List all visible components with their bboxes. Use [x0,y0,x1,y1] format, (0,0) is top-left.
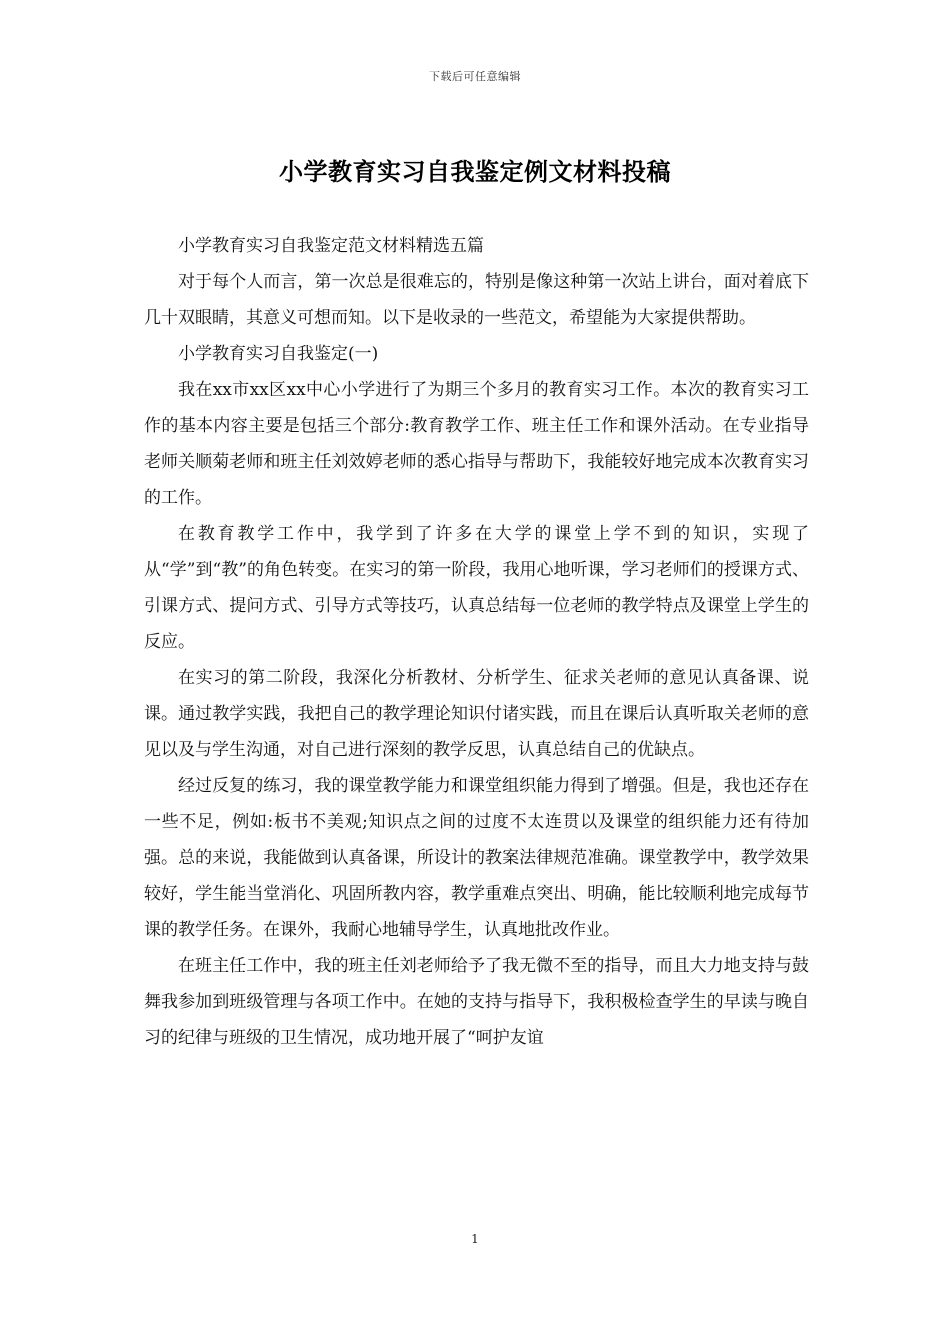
section-heading: 小学教育实习自我鉴定(一) [178,344,379,364]
body-paragraph: 在班主任工作中，我的班主任刘老师给予了我无微不至的指导，而且大力地支持与鼓舞我参加到班级管理与各项工作中。在她的支持与指导下，我积极检查学生的早读与晚自习的纪律与班级的卫生情况，成功地开展了“呵护友谊 [144,956,809,1048]
document-title: 小学教育实习自我鉴定例文材料投稿 [279,157,671,186]
body-paragraph: 在教育教学工作中，我学到了许多在大学的课堂上学不到的知识，实现了从“学”到“教”的角色转变。在实习的第一阶段，我用心地听课，学习老师们的授课方式、引课方式、提问方式、引导方式等技巧，认真总结每一位老师的教学特点及课堂上学生的反应。 [144,524,809,652]
body-paragraph: 在实习的第二阶段，我深化分析教材、分析学生、征求关老师的意见认真备课、说课。通过教学实践，我把自己的教学理论知识付诸实践，而且在课后认真听取关老师的意见以及与学生沟通，对自己进行深刻的教学反思，认真总结自己的优缺点。 [144,668,809,760]
body-paragraph: 我在xx市xx区xx中心小学进行了为期三个多月的教育实习工作。本次的教育实习工作的基本内容主要是包括三个部分:教育教学工作、班主任工作和课外活动。在专业指导老师关顺菊老师和班主任刘效婷老师的悉心指导与帮助下，我能较好地完成本次教育实习的工作。 [144,380,809,508]
page-number: 1 [471,1232,479,1246]
body-paragraph: 经过反复的练习，我的课堂教学能力和课堂组织能力得到了增强。但是，我也还存在一些不足，例如:板书不美观;知识点之间的过度不太连贯以及课堂的组织能力还有待加强。总的来说，我能做到认真备课，所设计的教案法律规范准确。课堂教学中，教学效果较好，学生能当堂消化、巩固所教内容，教学重难点突出、明确，能比较顺利地完成每节课的教学任务。在课外，我耐心地辅导学生，认真地批改作业。 [144,776,809,940]
subtitle-paragraph: 小学教育实习自我鉴定范文材料精选五篇 [178,236,484,256]
header-note: 下载后可任意编辑 [429,70,521,83]
intro-paragraph: 对于每个人而言，第一次总是很难忘的，特别是像这种第一次站上讲台，面对着底下几十双眼睛，其意义可想而知。以下是收录的一些范文，希望能为大家提供帮助。 [144,272,809,328]
document-body [144,228,809,1056]
